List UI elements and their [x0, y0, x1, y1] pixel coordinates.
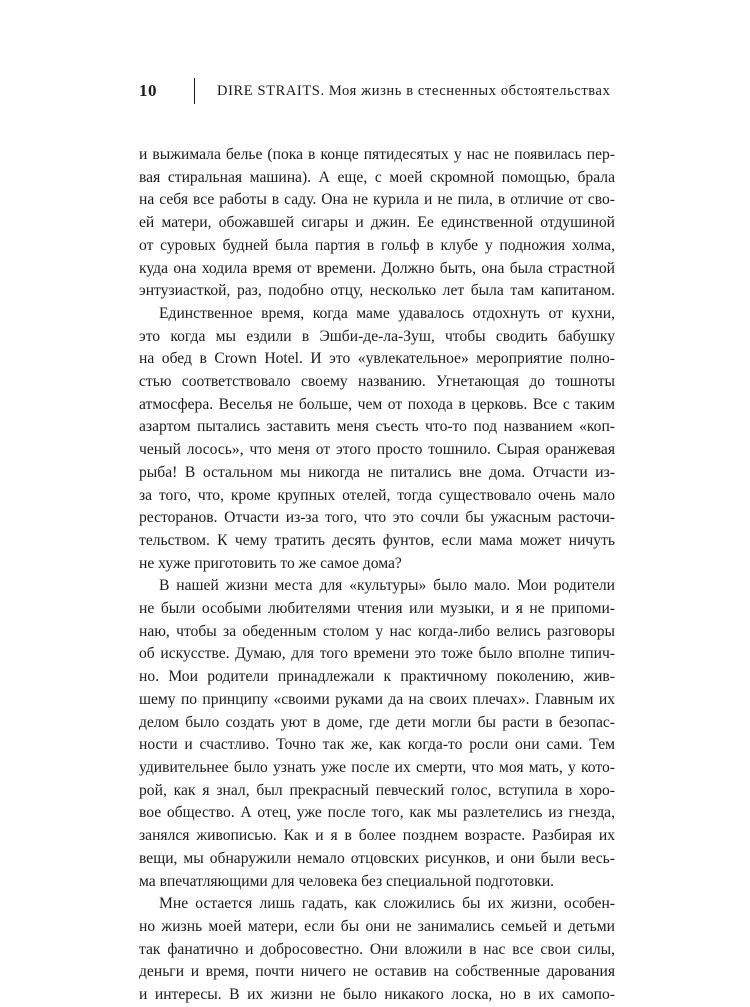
- paragraph-line: тельством. К чему тратить десять фунтов, если мама может ничуть: [139, 531, 615, 549]
- paragraph-line: ченый лосось», что меня от этого просто тошнило. Сырая оранжевая: [139, 441, 615, 459]
- paragraph-line: куда она ходила время от времени. Должно быть, она была страстной: [139, 259, 615, 277]
- paragraph-line: вещи, мы обнаружили немало отцовских рисунков, и они были весь-: [139, 849, 615, 867]
- paragraph-line: рой, как я знал, был прекрасный певческий голос, вступила в хоро-: [139, 781, 615, 799]
- paragraph-line: не хуже приготовить то же самое дома?: [139, 554, 402, 572]
- page-number: 10: [139, 81, 157, 100]
- paragraph-line: ма впечатляющими для человека без специальной подготовки.: [139, 872, 555, 890]
- paragraph-line: наю, чтобы за обеденным столом у нас когда-либо велись разговоры: [139, 622, 615, 640]
- paragraph-line: энтузиасткой, раз, подобно отцу, несколько лет была там капитаном.: [139, 282, 615, 300]
- paragraph-line: Мне остается лишь гадать, как сложились бы их жизни, особен-: [159, 895, 615, 913]
- paragraph-line: ей матери, обожавшей сигары и джин. Ее единственной отдушиной: [139, 214, 615, 232]
- running-head: [139, 80, 610, 102]
- paragraph-line: деньги и время, почти ничего не оставив на собственные дарования: [139, 963, 615, 981]
- paragraph-line: вая стиральная машина). А еще, с моей скромной помощью, брала: [139, 168, 615, 186]
- header-divider: [194, 78, 195, 104]
- paragraph-line: не были особыми любителями чтения или музыки, и я не припоми-: [139, 600, 615, 618]
- paragraph-line: удивительнее было узнать уже после их смерти, что моя мать, у кото-: [139, 758, 615, 776]
- paragraph-line: делом было создать уют в доме, где дети могли бы расти в безопас-: [139, 713, 615, 731]
- paragraph-line: от суровых будней была партия в гольф в клубе у подножия холма,: [139, 236, 615, 254]
- running-title: DIRE STRAITS. Моя жизнь в стесненных обстоятельствах: [217, 82, 611, 99]
- paragraph-line: занялся живописью. Как и я в более позднем возрасте. Разбирая их: [139, 827, 615, 845]
- paragraph-line: ности и счастливо. Точно так же, как когда-то росли они сами. Тем: [139, 736, 615, 754]
- paragraph-line: ресторанов. Отчасти из-за того, что это сочли бы ужасным расточи-: [139, 509, 615, 527]
- paragraph-line: вое общество. А отец, уже после того, как мы разлетелись из гнезда,: [139, 804, 615, 822]
- paragraph-line: стью соответствовало своему названию. Угнетающая до тошноты: [139, 373, 615, 391]
- paragraph-line: так фанатично и добросовестно. Они вложили в нас все свои силы,: [139, 940, 615, 958]
- paragraph-line: на себя все работы в саду. Она не курила и не пила, в отличие от сво-: [139, 191, 615, 209]
- paragraph-line: В нашей жизни места для «культуры» было мало. Мои родители: [159, 577, 615, 595]
- paragraph-line: за того, что, кроме крупных отелей, тогда существовало очень мало: [139, 486, 615, 504]
- paragraph-line: шему по принципу «своими руками да на своих плечах». Главным их: [139, 690, 615, 708]
- body-text: [139, 144, 615, 1007]
- paragraph-line: об искусстве. Думаю, для того времени это тоже было вполне типич-: [139, 645, 615, 663]
- paragraph-line: и выжимала белье (пока в конце пятидесятых у нас не появилась пер-: [139, 146, 615, 163]
- paragraph-line: азартом пытались заставить меня съесть что-то под названием «коп-: [139, 418, 615, 436]
- paragraph-line: но. Мои родители принадлежали к практичному поколению, жив-: [139, 668, 615, 686]
- paragraph-line: Единственное время, когда маме удавалось отдохнуть от кухни,: [159, 304, 615, 322]
- paragraph-line: атмосфера. Веселья не больше, чем от похода в церковь. Все с таким: [139, 395, 615, 413]
- paragraph-line: рыба! В остальном мы никогда не питались вне дома. Отчасти из-: [139, 463, 615, 481]
- paragraph-line: на обед в Crown Hotel. И это «увлекательное» мероприятие полно-: [139, 350, 615, 368]
- paragraph-line: и интересы. В их жизни не было никакого лоска, но в их самопо-: [139, 986, 615, 1004]
- paragraph-line: это когда мы ездили в Эшби-де-ла-Зуш, чтобы сводить бабушку: [139, 327, 615, 345]
- paragraph-line: но жизнь моей матери, если бы они не занимались семьей и детьми: [139, 917, 615, 935]
